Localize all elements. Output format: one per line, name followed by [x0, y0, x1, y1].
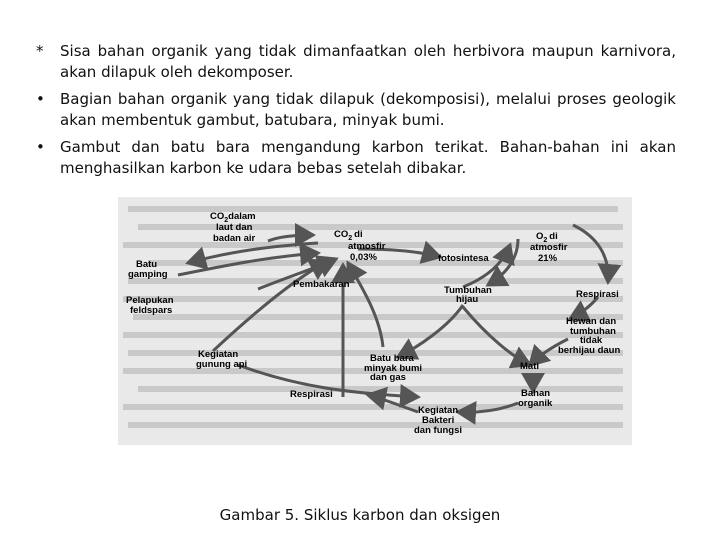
label-batu-gamping: gamping	[128, 269, 168, 280]
label-hewan: berhijau daun	[558, 345, 621, 356]
label-bahan-organik: Bahan	[521, 388, 551, 399]
label-hewan: tidak	[580, 335, 603, 346]
label-co2-atm-line: 0,03%	[350, 252, 377, 263]
label-co2-laut: $CO_2dalam$	[210, 211, 256, 224]
figure-caption: Gambar 5. Siklus karbon dan oksigen	[219, 506, 501, 524]
label-bakteri: dan fungsi	[414, 425, 463, 436]
bullet-mark: *	[36, 42, 44, 60]
label-batubara: minyak bumi	[364, 363, 423, 374]
bullet-text: Gambut dan batu bara mengandung karbon terikat. Bahan-bahan ini akan menghasilkan karbon ke udara bebas setelah dibakar.	[60, 138, 676, 177]
label-kegiatan-gunung: Kegiatan	[198, 349, 239, 360]
label-batubara: dan gas	[370, 372, 406, 383]
label-o2-atm-line: atmosfir	[530, 242, 568, 253]
bullet-item	[36, 89, 676, 131]
bullet-text: Sisa bahan organik yang tidak dimanfaatkan oleh herbivora maupun karnivora, akan dilapuk oleh dekomposer.	[60, 42, 676, 81]
label-co2-atm: $CO_2$ di	[334, 229, 363, 242]
label-kegiatan-gunung: gunung api	[196, 359, 248, 370]
label-hewan: tumbuhan	[570, 326, 616, 337]
label-o2-atm-line: 21%	[538, 253, 558, 264]
diagram-svg	[118, 197, 632, 445]
label-batu-gamping: Batu	[136, 259, 158, 270]
label-hewan: Hewan dan	[566, 316, 617, 327]
label-pelapukan: Pelapukan	[126, 295, 174, 306]
label-pelapukan: feldspars	[130, 305, 173, 316]
label-pembakaran: Pembakaran	[293, 279, 350, 290]
label-mati: Mati	[520, 361, 539, 372]
label-bakteri: Bakteri	[422, 415, 455, 426]
bullet-item	[36, 137, 676, 179]
bullet-mark: •	[36, 90, 45, 108]
label-bakteri: Kegiatan	[418, 405, 459, 416]
label-batubara: Batu bara	[370, 353, 414, 364]
label-respirasi-kanan: Respirasi	[576, 289, 619, 300]
label-bahan-organik: organik	[518, 398, 553, 409]
label-co2-atm-line: atmosfir	[348, 241, 386, 252]
bullet-text: Bagian bahan organik yang tidak dilapuk (dekomposisi), melalui proses geologik akan membentuk gambut, batubara, minyak bumi.	[60, 90, 676, 129]
label-respirasi-bawah: Respirasi	[290, 389, 333, 400]
label-co2-laut-line: laut dan	[216, 222, 253, 233]
label-co2-laut-line: badan air	[213, 233, 256, 244]
carbon-cycle-diagram	[118, 197, 632, 445]
label-tumbuhan-hijau: Tumbuhan	[444, 285, 492, 296]
label-o2-atm: $O_2$ di	[536, 231, 558, 244]
bullet-mark: •	[36, 138, 45, 156]
bullet-item	[36, 41, 676, 83]
label-fotosintesa: fotosintesa	[438, 253, 489, 264]
label-tumbuhan-hijau: hijau	[456, 294, 479, 305]
